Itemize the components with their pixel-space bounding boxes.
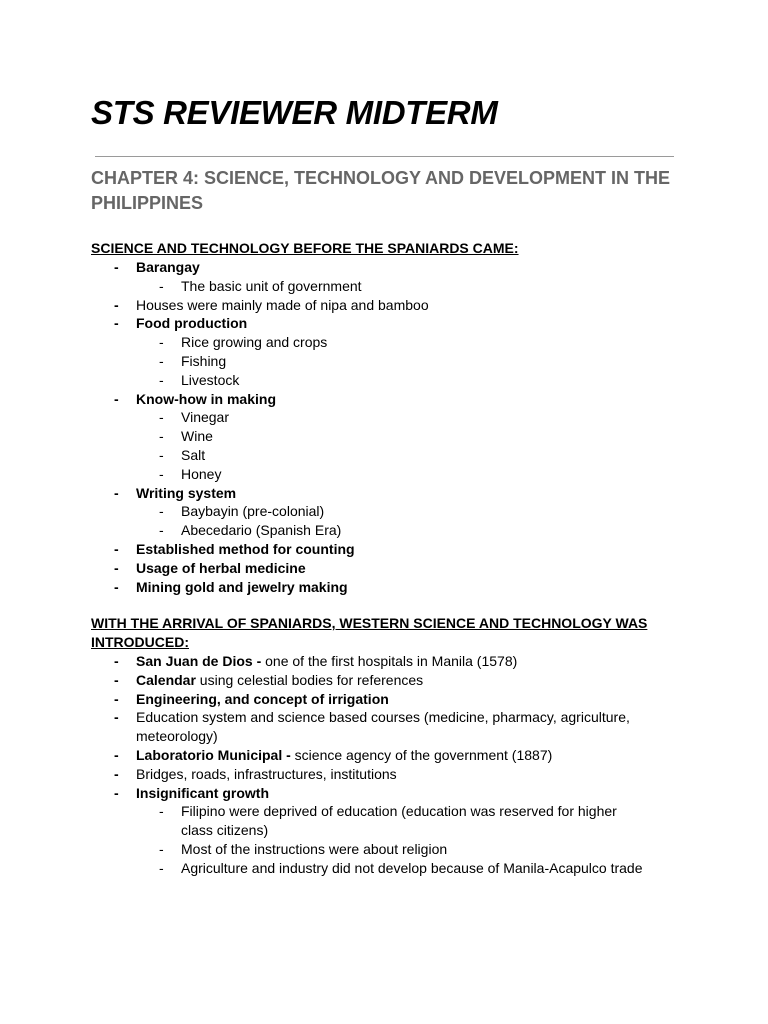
bullet-dash: - <box>114 315 119 332</box>
bullet-list <box>91 652 691 878</box>
bullet-dash: - <box>114 653 119 669</box>
item-text: Wine <box>181 428 213 445</box>
item-text: Baybayin (pre-colonial) <box>181 503 325 520</box>
bullet-dash: - <box>159 803 164 820</box>
item-bold-text: Mining gold and jewelry making <box>136 578 348 595</box>
sub-list-item <box>91 371 691 390</box>
item-text: Livestock <box>181 371 240 388</box>
horizontal-rule <box>95 156 674 157</box>
list-item <box>91 258 691 277</box>
list-item <box>91 559 691 578</box>
list-item <box>91 765 691 784</box>
item-bold-text: Laboratorio Municipal - <box>136 746 295 763</box>
item-text: Vinegar <box>181 409 230 426</box>
item-bold-text: Engineering, and concept of irrigation <box>136 690 389 707</box>
bullet-dash: - <box>114 390 119 407</box>
list-item <box>91 746 691 765</box>
bullet-dash: - <box>159 503 164 520</box>
item-text: Filipino were deprived of education (education was reserved for higher class citizens) <box>181 803 617 839</box>
bullet-dash: - <box>159 522 164 539</box>
item-text: Honey <box>181 465 222 482</box>
item-bold-text: Writing system <box>136 484 237 501</box>
list-item <box>91 578 691 597</box>
item-text: Fishing <box>181 352 227 369</box>
sub-list-item <box>91 352 691 371</box>
bullet-dash: - <box>114 259 119 275</box>
item-bold-text: Calendar <box>136 671 196 688</box>
item-text: Abecedario (Spanish Era) <box>181 522 342 539</box>
list-item <box>91 708 691 746</box>
item-text: using celestial bodies for references <box>195 671 424 688</box>
item-bold-text: Know-how in making <box>136 390 276 407</box>
list-item <box>91 671 691 690</box>
sub-list-item <box>91 277 691 296</box>
item-bold-text: San Juan de Dios - <box>136 653 266 669</box>
item-text: The basic unit of government <box>181 277 362 294</box>
list-item <box>91 390 691 409</box>
bullet-dash: - <box>159 277 164 294</box>
sub-list-item <box>91 465 691 484</box>
item-bold-text: Barangay <box>136 259 200 275</box>
sub-list-item <box>91 502 691 521</box>
bullet-dash: - <box>114 746 119 763</box>
item-text: Most of the instructions were about religion <box>181 840 448 857</box>
section-heading: WITH THE ARRIVAL OF SPANIARDS, WESTERN SCIENCE AND TECHNOLOGY WAS INTRODUCED: <box>91 615 648 650</box>
list-item <box>91 690 691 709</box>
item-bold-text: Insignificant growth <box>136 784 269 801</box>
list-item <box>91 652 691 671</box>
bullet-dash: - <box>159 840 164 857</box>
document-title: STS REVIEWER MIDTERM <box>91 94 498 131</box>
sub-list-item <box>91 427 691 446</box>
list-item <box>91 314 691 333</box>
item-text: Education system and science based courses (medicine, pharmacy, agriculture, meteorology) <box>136 709 630 745</box>
bullet-dash: - <box>114 540 119 557</box>
bullet-dash: - <box>114 484 119 501</box>
bullet-dash: - <box>159 371 164 388</box>
bullet-dash: - <box>114 296 119 313</box>
bullet-dash: - <box>159 446 164 463</box>
bullet-dash: - <box>159 428 164 445</box>
list-item <box>91 296 691 315</box>
chapter-heading: CHAPTER 4: SCIENCE, TECHNOLOGY AND DEVELOPMENT IN THE PHILIPPINES <box>91 168 671 213</box>
item-text: Bridges, roads, infrastructures, institutions <box>136 765 397 782</box>
bullet-dash: - <box>114 709 119 726</box>
bullet-dash: - <box>114 690 119 707</box>
bullet-dash: - <box>114 559 119 576</box>
bullet-dash: - <box>159 352 164 369</box>
bullet-dash: - <box>159 859 164 876</box>
sub-list-item <box>91 446 691 465</box>
item-text: Agriculture and industry did not develop because of Manila-Acapulco trade <box>181 859 643 876</box>
list-item <box>91 540 691 559</box>
section-arrival-of-spaniards <box>91 614 691 878</box>
section-before-spaniards <box>91 239 691 596</box>
bullet-dash: - <box>114 784 119 801</box>
bullet-list <box>91 258 691 596</box>
bullet-dash: - <box>114 671 119 688</box>
list-item <box>91 484 691 503</box>
item-text: one of the first hospitals in Manila (1578) <box>265 653 518 669</box>
item-text: Rice growing and crops <box>181 334 328 351</box>
sub-list-item <box>91 840 691 859</box>
bullet-dash: - <box>114 765 119 782</box>
list-item <box>91 784 691 803</box>
item-text: science agency of the government (1887) <box>294 746 553 763</box>
item-bold-text: Established method for counting <box>136 540 355 557</box>
sub-list-item <box>91 408 691 427</box>
item-text: Houses were mainly made of nipa and bamboo <box>136 296 429 313</box>
bullet-dash: - <box>114 578 119 595</box>
sub-list-item <box>91 521 691 540</box>
item-bold-text: Food production <box>136 315 248 332</box>
item-text: Salt <box>181 446 206 463</box>
bullet-dash: - <box>159 334 164 351</box>
bullet-dash: - <box>159 409 164 426</box>
sub-list-item <box>91 333 691 352</box>
item-bold-text: Usage of herbal medicine <box>136 559 306 576</box>
section-heading: SCIENCE AND TECHNOLOGY BEFORE THE SPANIARDS CAME: <box>91 240 519 256</box>
bullet-dash: - <box>159 465 164 482</box>
sub-list-item <box>91 859 691 878</box>
sub-list-item <box>91 802 691 840</box>
